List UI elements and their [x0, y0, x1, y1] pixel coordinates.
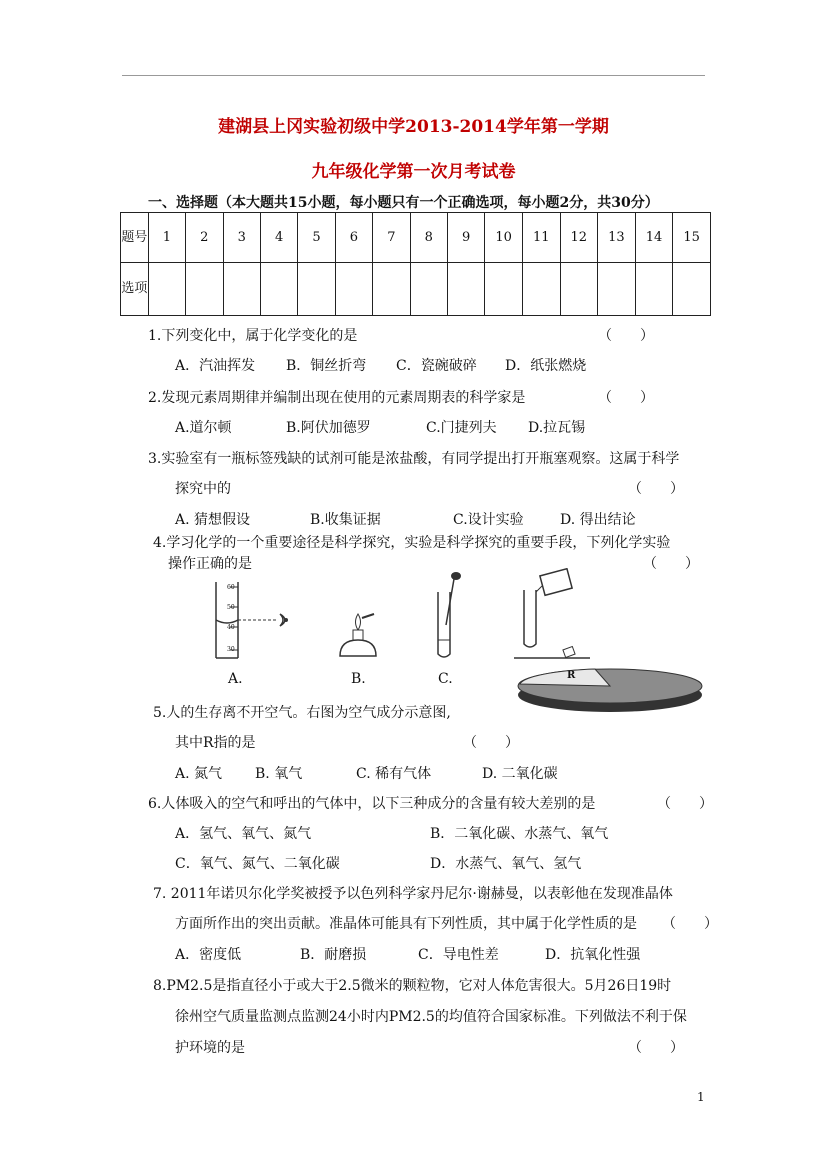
option-a: A. 猜想假设	[175, 512, 251, 528]
question-4-stem: 4.学习化学的一个重要途径是科学探究，实验是科学探究的重要手段，下列化学实验	[153, 535, 671, 551]
option-c: C. 稀有气体	[356, 766, 432, 782]
answer-cell[interactable]	[335, 263, 372, 316]
figure-label-b: B.	[351, 671, 366, 687]
question-8-stem-cont2: 护环境的是	[175, 1040, 245, 1056]
tick-label: 60	[227, 584, 235, 591]
answer-table	[120, 212, 711, 316]
table-cell: 15	[673, 213, 711, 263]
answer-cell[interactable]	[598, 263, 636, 316]
figure-label-a: A.	[228, 671, 243, 687]
answer-cell[interactable]	[186, 263, 223, 316]
answer-cell[interactable]	[148, 263, 185, 316]
question-8-stem: 8.PM2.5是指直径小于或大于2.5微米的颗粒物，它对人体危害很大。5月26日19时	[153, 978, 672, 994]
answer-cell[interactable]	[373, 263, 410, 316]
header-rule	[122, 75, 705, 76]
table-cell: 8	[410, 213, 447, 263]
section-heading: 一、选择题（本大题共15小题，每小题只有一个正确选项，每小题2分，共30分）	[148, 195, 659, 211]
option-c: C.门捷列夫	[426, 420, 497, 436]
school-title: 建湖县上冈实验初级中学2013-2014学年第一学期	[218, 117, 609, 137]
answer-cell[interactable]	[260, 263, 297, 316]
table-cell: 5	[298, 213, 335, 263]
question-3-bracket: （ ）	[628, 481, 684, 497]
question-8-bracket: （ ）	[628, 1040, 684, 1056]
question-3-stem: 3.实验室有一瓶标签残缺的试剂可能是浓盐酸，有同学提出打开瓶塞观察。这属于科学	[148, 451, 680, 467]
option-a: A．汽油挥发	[175, 358, 256, 374]
answer-cell[interactable]	[223, 263, 260, 316]
question-5-bracket: （ ）	[463, 735, 519, 751]
option-a: A.道尔顿	[175, 420, 232, 436]
question-7-stem-cont: 方面所作出的突出贡献。准晶体可能具有下列性质，其中属于化学性质的是	[175, 916, 637, 932]
answer-cell[interactable]	[298, 263, 335, 316]
option-a: A. 氮气	[175, 766, 223, 782]
table-cell: 4	[260, 213, 297, 263]
question-3-stem-cont: 探究中的	[175, 481, 231, 497]
table-cell: 10	[485, 213, 523, 263]
table-cell: 9	[447, 213, 484, 263]
option-b: B.收集证据	[310, 512, 381, 528]
option-a: A．氢气、氧气、氮气	[175, 826, 312, 842]
answer-cell[interactable]	[485, 263, 523, 316]
option-b: B. 氧气	[255, 766, 303, 782]
table-row-label: 选项	[121, 263, 149, 316]
table-cell: 13	[598, 213, 636, 263]
tick-label: 30	[227, 646, 235, 653]
tick-label: 40	[227, 624, 235, 631]
question-6-stem: 6.人体吸入的空气和呼出的气体中，以下三种成分的含量有较大差别的是	[148, 796, 596, 812]
figure-label-c: C.	[438, 671, 453, 687]
question-4-bracket: （ ）	[643, 556, 699, 572]
answer-cell[interactable]	[447, 263, 484, 316]
option-d: D．抗氧化性强	[545, 947, 641, 963]
table-cell: 6	[335, 213, 372, 263]
air-composition-pie	[515, 660, 705, 715]
table-cell: 11	[522, 213, 560, 263]
option-b: B．二氧化碳、水蒸气、氧气	[430, 826, 609, 842]
table-cell: 14	[635, 213, 673, 263]
answer-cell[interactable]	[673, 263, 711, 316]
table-row	[121, 213, 711, 263]
question-7-bracket: （ ）	[662, 916, 718, 932]
question-6-bracket: （ ）	[657, 796, 713, 812]
option-b: B.阿伏加德罗	[286, 420, 371, 436]
option-d: D.拉瓦锡	[528, 420, 586, 436]
question-1-stem: 1.下列变化中，属于化学变化的是	[148, 328, 358, 344]
pie-label-r: R	[567, 670, 576, 681]
figure-b-alcohol-lamp	[336, 612, 380, 662]
table-cell: 7	[373, 213, 410, 263]
table-cell: 2	[186, 213, 223, 263]
option-d: D．纸张燃烧	[505, 358, 587, 374]
option-b: B．铜丝折弯	[286, 358, 367, 374]
exam-title: 九年级化学第一次月考试卷	[311, 162, 516, 182]
option-d: D. 得出结论	[560, 512, 636, 528]
table-row	[121, 263, 711, 316]
answer-cell[interactable]	[635, 263, 673, 316]
figure-a-cylinder	[206, 580, 306, 660]
answer-cell[interactable]	[560, 263, 598, 316]
question-8-stem-cont: 徐州空气质量监测点监测24小时内PM2.5的均值符合国家标准。下列做法不利于保	[175, 1009, 687, 1025]
page-number: 1	[697, 1090, 705, 1104]
question-4-stem-cont: 操作正确的是	[168, 556, 252, 572]
option-c: C．瓷碗破碎	[396, 358, 477, 374]
option-c: C．氧气、氮气、二氧化碳	[175, 856, 340, 872]
question-5-stem-cont: 其中R指的是	[175, 735, 256, 751]
option-d: D．水蒸气、氧气、氢气	[430, 856, 582, 872]
question-7-stem: 7. 2011年诺贝尔化学奖被授予以色列科学家丹尼尔·谢赫曼，以表彰他在发现准晶体	[153, 886, 673, 902]
answer-cell[interactable]	[522, 263, 560, 316]
tick-label: 50	[227, 604, 235, 611]
option-d: D. 二氧化碳	[482, 766, 558, 782]
question-1-bracket: （ ）	[598, 328, 654, 344]
table-cell: 12	[560, 213, 598, 263]
option-c: C.设计实验	[453, 512, 524, 528]
answer-cell[interactable]	[410, 263, 447, 316]
table-cell: 1	[148, 213, 185, 263]
option-b: B．耐磨损	[300, 947, 367, 963]
question-2-stem: 2.发现元素周期律并编制出现在使用的元素周期表的科学家是	[148, 390, 526, 406]
figure-d-pouring	[512, 568, 592, 662]
question-2-bracket: （ ）	[598, 390, 654, 406]
figure-c-test-tube-dropper	[428, 570, 464, 662]
table-row-label: 题号	[121, 213, 149, 263]
question-5-stem: 5.人的生存离不开空气。右图为空气成分示意图,	[153, 705, 451, 721]
table-cell: 3	[223, 213, 260, 263]
option-c: C．导电性差	[418, 947, 499, 963]
option-a: A．密度低	[175, 947, 242, 963]
